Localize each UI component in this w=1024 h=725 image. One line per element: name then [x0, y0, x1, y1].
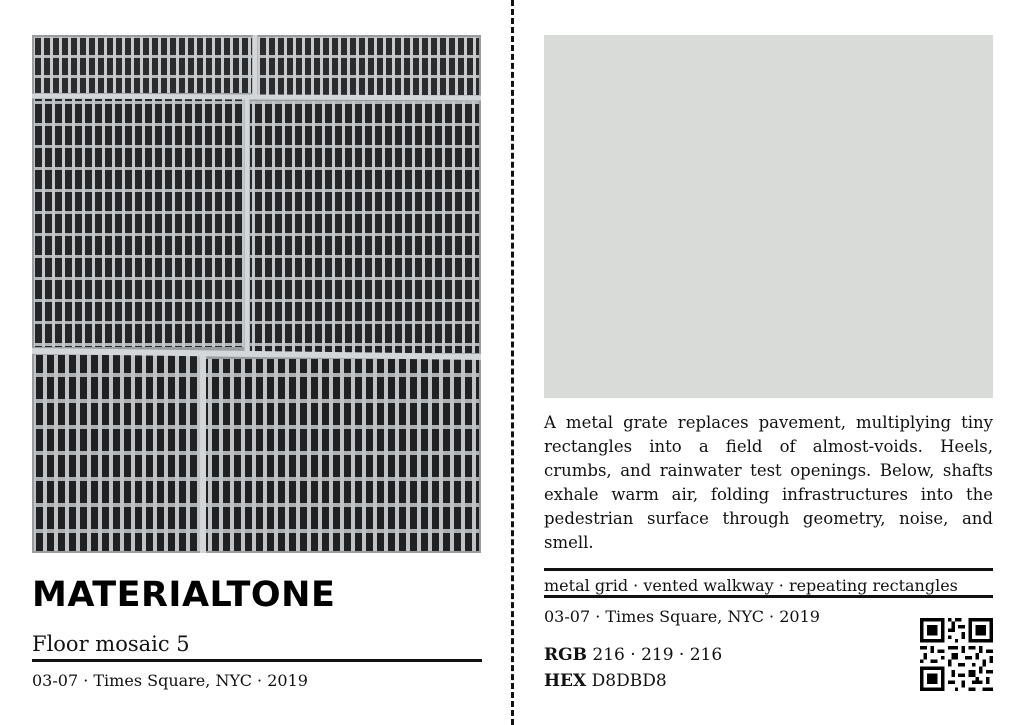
brand-wordmark: MATERIALTONE: [32, 575, 336, 615]
rgb-label: RGB: [544, 645, 588, 665]
location-date-secondary: 03-07 · Times Square, NYC · 2019: [544, 607, 820, 626]
card-title: Floor mosaic 5: [32, 630, 482, 662]
tag-line: metal grid · vented walkway · repeating rectangles: [544, 568, 993, 598]
rgb-value: 216 · 219 · 216: [592, 645, 723, 665]
grate-photo: [32, 35, 481, 553]
card-divider: [511, 0, 514, 725]
location-date: 03-07 · Times Square, NYC · 2019: [32, 671, 308, 690]
qr-code-icon[interactable]: [920, 618, 993, 691]
hex-row: [544, 669, 667, 693]
hex-label: HEX: [544, 671, 587, 691]
description-text: A metal grate replaces pavement, multiplying tiny rectangles into a field of almost-voids. Heels, crumbs, and rainwater test openings. Below, shafts exhale warm air, folding infrastructures into the pedestrian surface through geometry, noise, and smell.: [544, 413, 993, 552]
rgb-row: [544, 643, 722, 667]
color-swatch: [544, 35, 993, 398]
hex-value: D8DBD8: [591, 671, 667, 691]
